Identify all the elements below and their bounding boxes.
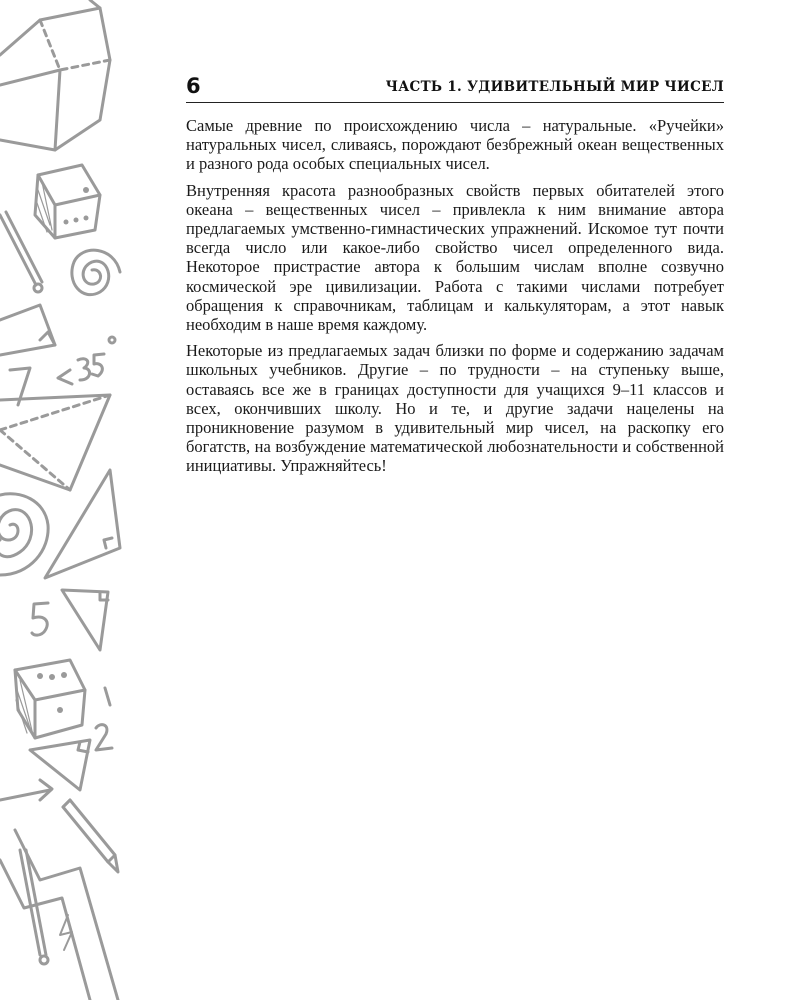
digit-five-icon [32, 603, 48, 635]
paragraph-2: Внутренняя красота разнообразных свойств первых обитателей этого океана – вещественных чисел – привлекла к ним внимание автора предлагаемых умственно-гимнастических упражнений. Искомое тут почти всегда число или какое-либо свойство чисел определенного вида. Некоторое пристрастие автора к большим числам вполне созвучно космической эре цивилизации. Работа с такими числами потребует обращения к справочникам, таблицам и калькуляторам, а этот навык необходим в наше время каждому. [186, 180, 724, 335]
lightning-icon [0, 830, 118, 1000]
paragraph-1: Самые древние по происхождению числа – натуральные. «Ручейки» натуральных чисел, сливаясь, порождают безбрежный океан вещественных и разного рода особых специальных чисел. [186, 116, 724, 174]
triangle-icon-3 [30, 740, 90, 790]
angle-icon [58, 337, 115, 384]
digit-two-icon [96, 725, 112, 750]
triangle-icon-2 [62, 590, 108, 650]
margin-doodle-illustration [0, 0, 150, 1000]
polyhedron-icon [0, 0, 110, 150]
chapter-title: ЧАСТЬ 1. УДИВИТЕЛЬНЫЙ МИР ЧИСЕЛ [385, 79, 724, 95]
body-text [186, 116, 724, 483]
pencil-icon [0, 212, 42, 292]
spiral-icon [72, 250, 120, 294]
arrow-icon [0, 780, 52, 800]
pyramid-icon [0, 395, 110, 490]
pencil-icon-2 [63, 800, 118, 872]
running-head [186, 72, 724, 103]
paragraph-3: Некоторые из предлагаемых задач близки по форме и содержанию задачам школьных учебников. Другие – по трудности – на ступеньку выше, оставаясь все же в границах доступности для учащихся 9–11 классов и всех, окончивших школу. Но и те, и другие задачи нацелены на проникновение разумом в удивительный мир чисел, на раскопку его богатств, на возбуждение математической любознательности и собственной инициативы. Упражняйтесь! [186, 341, 724, 476]
page-number: 6 [186, 74, 201, 98]
dice-icon-2 [15, 660, 85, 738]
spiral-icon-2 [0, 494, 48, 575]
dice-icon [35, 165, 100, 238]
triangle-icon [0, 305, 55, 355]
